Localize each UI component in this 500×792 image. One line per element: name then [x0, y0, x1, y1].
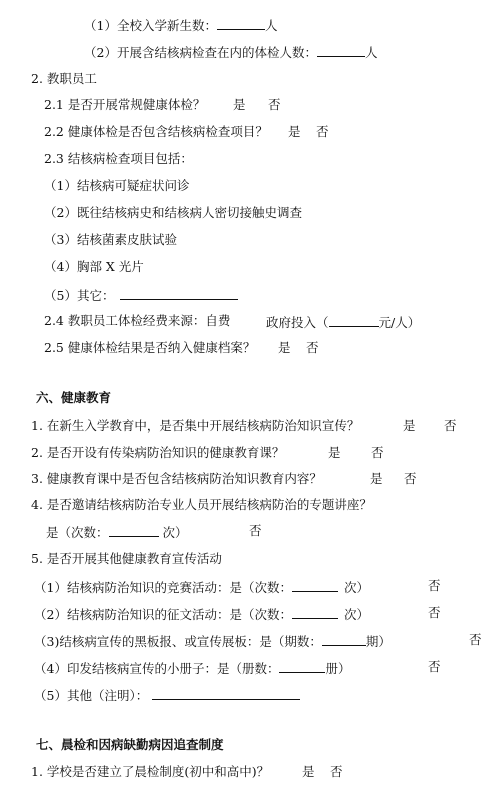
s6-q4-yes-suffix: 次）: [162, 525, 188, 540]
new-students-blank[interactable]: [217, 16, 265, 30]
q22-yes[interactable]: 是: [288, 124, 301, 139]
exam-count-suffix: 人: [364, 45, 378, 60]
activity-4-blank[interactable]: [279, 659, 325, 673]
q24-unit: 元/人）: [378, 315, 421, 330]
s6-q4-no[interactable]: 否: [249, 523, 262, 538]
check-other-blank[interactable]: [120, 286, 238, 300]
s6-q2-text: 2. 是否开设有传染病防治知识的健康教育课？: [31, 445, 285, 460]
q24-gov-label: 政府投入（: [266, 315, 329, 330]
s6-q1-yes[interactable]: 是: [403, 418, 416, 433]
s6-q4-count-blank[interactable]: [109, 523, 159, 537]
s6-q1-no[interactable]: 否: [444, 418, 457, 433]
s6-q5-text: 5. 是否开展其他健康教育宣传活动: [31, 551, 222, 566]
q22-text: 2.2 健康体检是否包含结核病检查项目？: [44, 124, 268, 139]
activity-4-no[interactable]: 否: [428, 659, 441, 674]
s6-q3-yes[interactable]: 是: [370, 471, 383, 486]
activity-1-suffix: 次）: [343, 580, 369, 595]
exam-count-label: （2）开展含结核病检查在内的体检人数：: [84, 45, 317, 60]
q25-yes[interactable]: 是: [278, 340, 291, 355]
q24-gov[interactable]: [266, 313, 420, 331]
activity-2-blank[interactable]: [292, 605, 338, 619]
activity-2-suffix: 次）: [343, 607, 369, 622]
q23: 2.3 结核病检查项目包括：: [44, 151, 193, 166]
new-students-item: [84, 16, 277, 34]
q22: [44, 124, 268, 140]
activity-4-suffix: 册）: [325, 661, 351, 676]
check-item-3: （3）结核菌素皮肤试验: [44, 232, 177, 247]
s6-q4-text: 4. 是否邀请结核病防治专业人员开展结核病防治的专题讲座？: [31, 497, 372, 512]
activity-row-1: [34, 578, 369, 596]
activity-1-no[interactable]: 否: [428, 578, 441, 593]
activity-other-blank[interactable]: [152, 686, 300, 700]
s6-q3-no[interactable]: 否: [404, 471, 417, 486]
s6-q4-yes-prefix: 是（次数：: [46, 525, 109, 540]
activity-1-blank[interactable]: [292, 578, 338, 592]
new-students-suffix: 人: [264, 18, 278, 33]
q24: [44, 313, 230, 329]
activity-row-3: [34, 632, 391, 650]
exam-count-item: [84, 43, 377, 61]
check-item-1: （1）结核病可疑症状问诊: [44, 178, 190, 193]
q22-no[interactable]: 否: [316, 124, 329, 139]
section7-title: 七、晨检和因病缺勤病因追查制度: [36, 737, 224, 752]
check-item-4: （4）胸部 X 光片: [44, 259, 144, 274]
s6-q2-yes[interactable]: 是: [328, 445, 341, 460]
s7-q1-text: 1. 学校是否建立了晨检制度(初中和高中)？: [31, 764, 270, 779]
activity-row-4: [34, 659, 350, 677]
q21-no[interactable]: 否: [268, 97, 281, 112]
activity-3-blank[interactable]: [322, 632, 366, 646]
s6-q2-no[interactable]: 否: [371, 445, 384, 460]
q25: [44, 340, 255, 356]
activity-3-label: （3)结核病宣传的黑板报、或宣传展板：是（期数：: [34, 634, 322, 649]
s6-q1-text: 1. 在新生入学教育中，是否集中开展结核病防治知识宣传？: [31, 418, 360, 433]
activity-1-label: （1）结核病防治知识的竞赛活动：是（次数：: [34, 580, 292, 595]
activity-3-no[interactable]: 否: [469, 632, 482, 647]
section6-title: 六、健康教育: [36, 390, 112, 405]
check-item-2: （2）既往结核病史和结核病人密切接触史调查: [44, 205, 302, 220]
q24-text: 2.4 教职员工体检经费来源：自费: [44, 313, 231, 328]
check-item-5-label: （5）其它：: [44, 288, 115, 303]
q21-yes[interactable]: 是: [233, 97, 246, 112]
activity-3-suffix: 期）: [365, 634, 391, 649]
new-students-label: （1）全校入学新生数：: [84, 18, 217, 33]
activity-row-other: [34, 686, 300, 704]
q21: [44, 97, 205, 113]
activity-row-2: [34, 605, 369, 623]
s6-q3-text: 3. 健康教育课中是否包含结核病防治知识教育内容？: [31, 471, 322, 486]
q21-text: 2.1 是否开展常规健康体检？: [44, 97, 206, 112]
exam-count-blank[interactable]: [317, 43, 365, 57]
activity-4-label: （4）印发结核病宣传的小册子：是（册数：: [34, 661, 280, 676]
q25-no[interactable]: 否: [306, 340, 319, 355]
s7-q1-yes[interactable]: 是: [302, 764, 315, 779]
staff-title: 2. 教职员工: [31, 71, 97, 86]
q24-amount-blank[interactable]: [329, 313, 379, 327]
activity-2-label: （2）结核病防治知识的征文活动：是（次数：: [34, 607, 292, 622]
s6-q4-yes[interactable]: [46, 523, 188, 541]
activity-other-label: （5）其他（注明）：: [34, 688, 149, 703]
s7-q1-no[interactable]: 否: [330, 764, 343, 779]
activity-2-no[interactable]: 否: [428, 605, 441, 620]
check-item-5: [44, 286, 238, 304]
q25-text: 2.5 健康体检结果是否纳入健康档案？: [44, 340, 256, 355]
